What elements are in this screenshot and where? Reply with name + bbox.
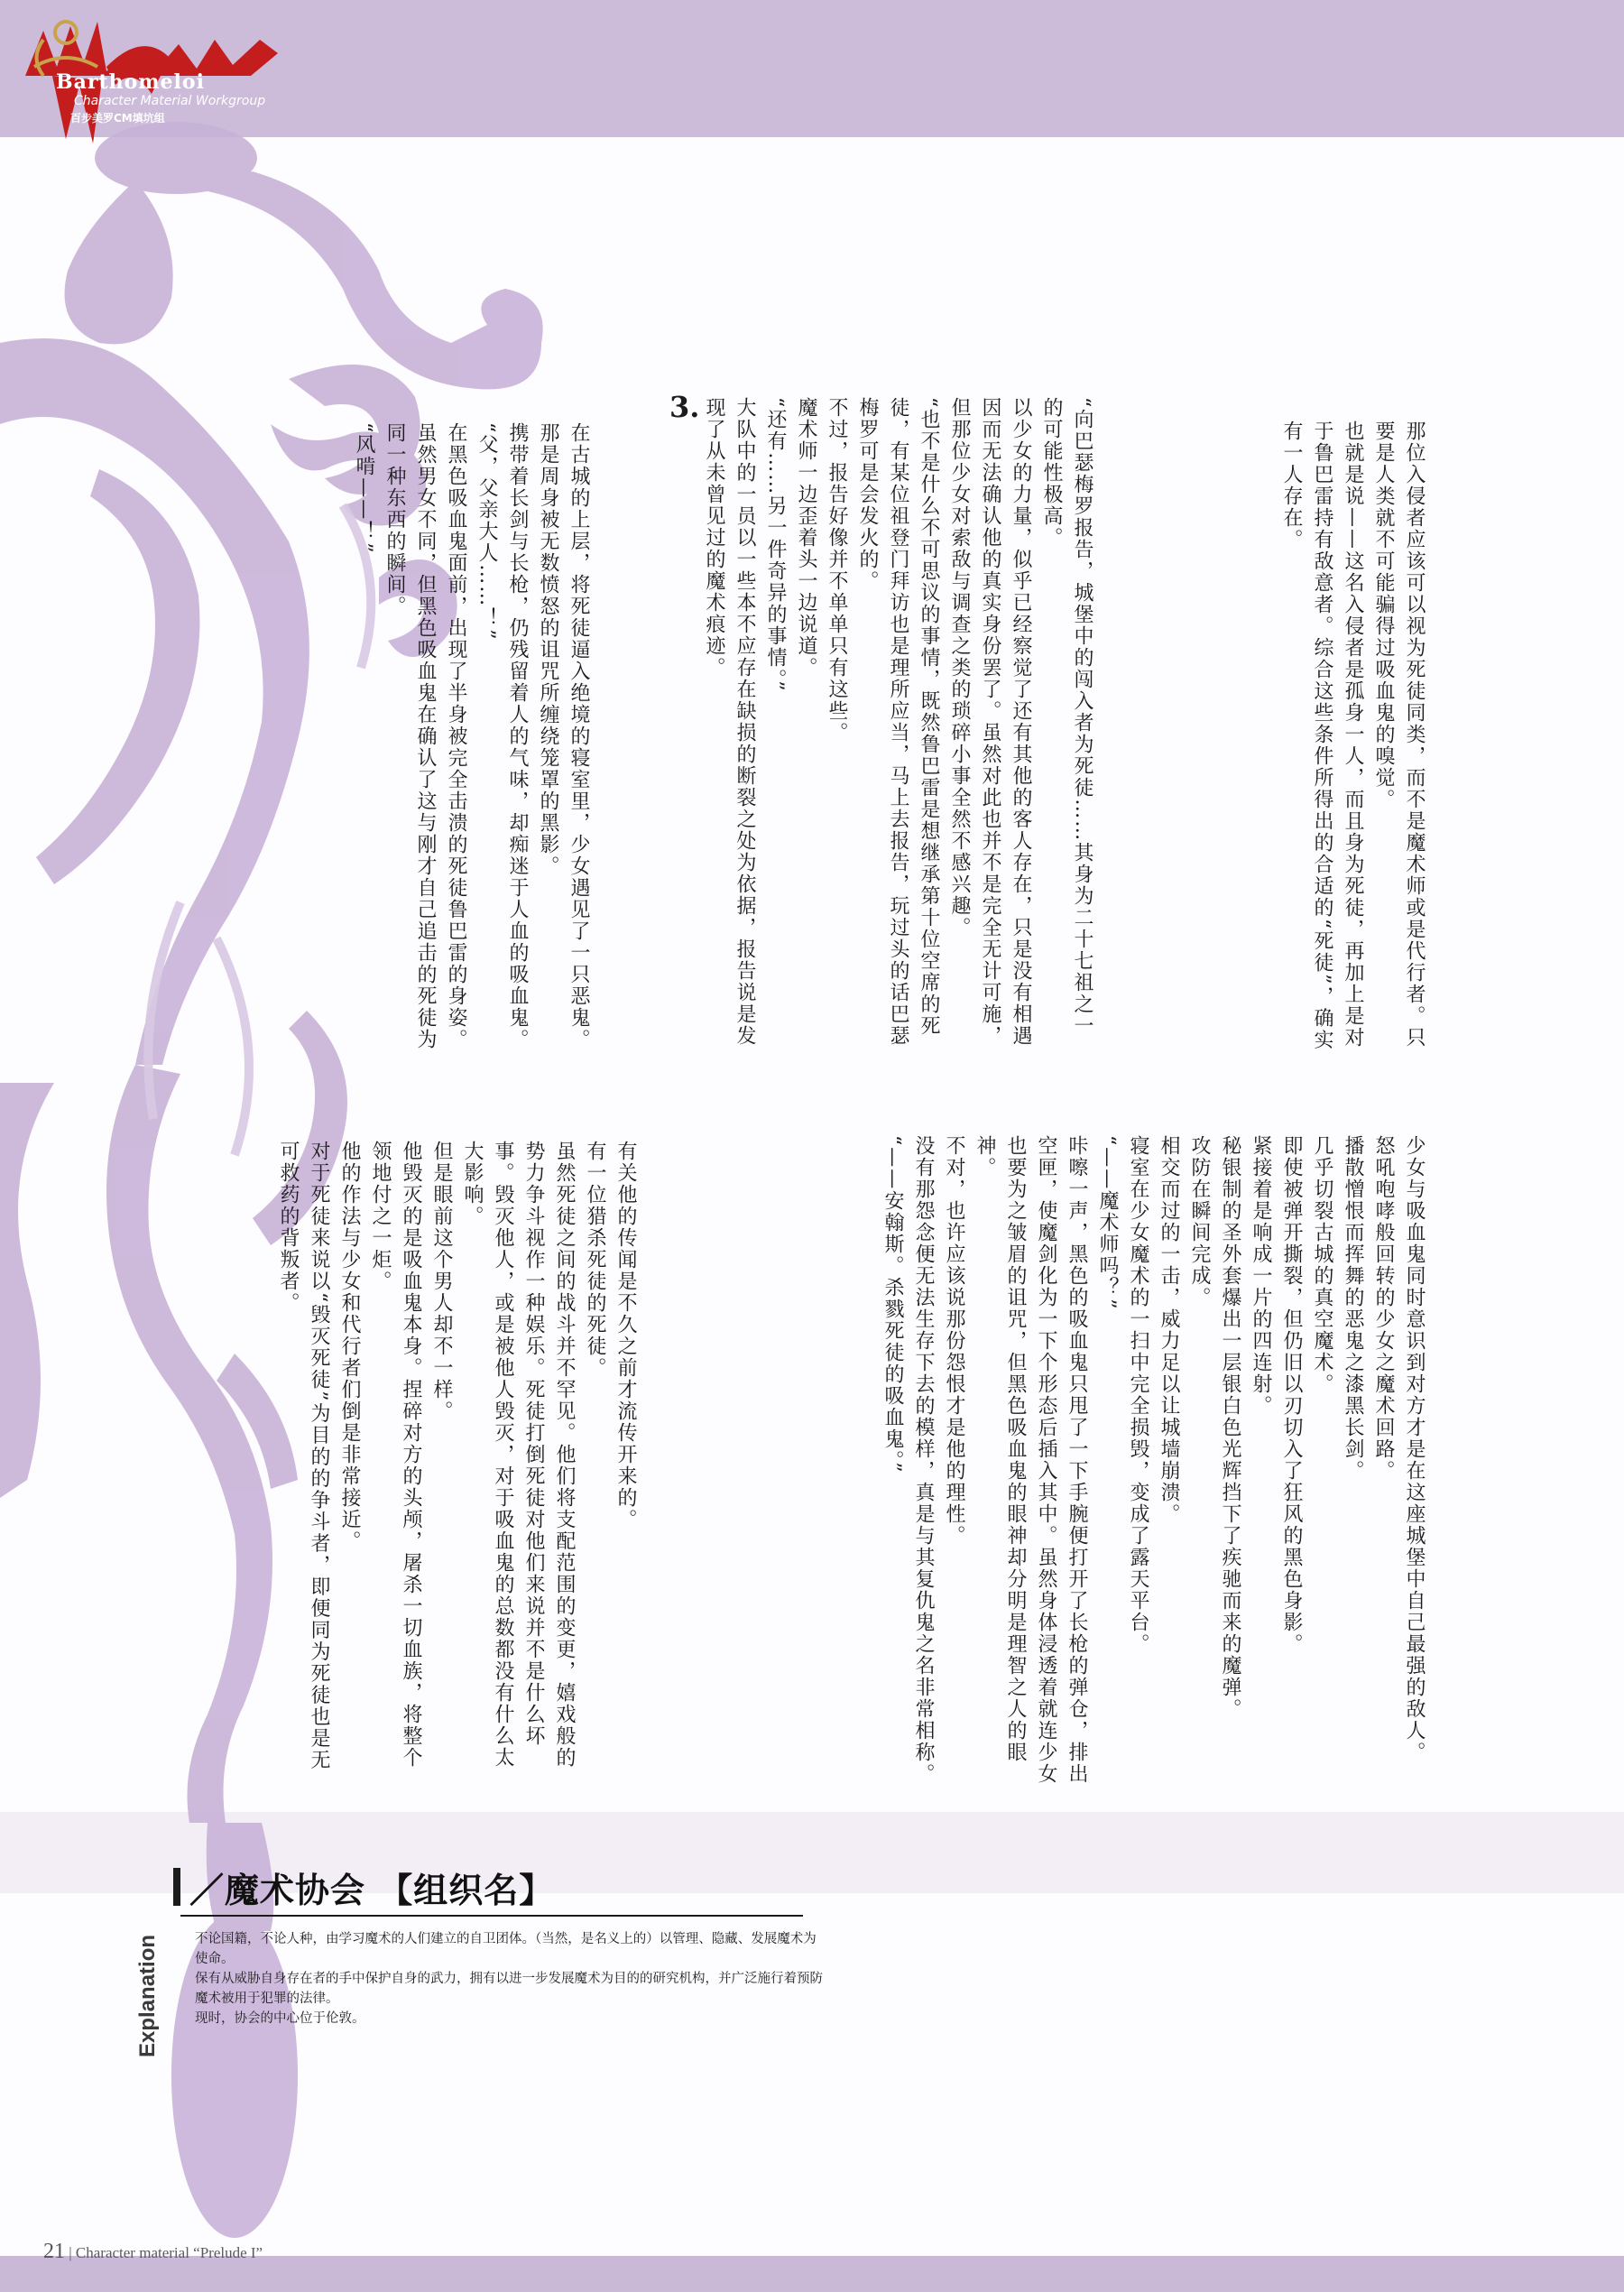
paragraph: 播散憎恨而挥舞的恶鬼之漆黑长剑。 [1342,1135,1364,1482]
explanation-title: ／魔术协会 【组织名】 [189,1870,555,1910]
explanation-body [195,1929,826,2029]
page-footer [43,2240,263,2264]
paragraph: 虽然男女不同，但黑色吸血鬼在确认了这与刚才自己追击的死徒为同一种东西的瞬间。 [383,422,437,1050]
page-number: 21 [43,2240,65,2263]
explanation-label-text: Explanation [135,1934,160,2057]
paragraph: 魔术师一边歪着头一边说道。 [795,397,817,679]
paragraph: 在黑色吸血鬼面前，出现了半身被完全击溃的死徒鲁巴雷的身姿。 [445,422,467,1050]
paragraph: 大队中的一员以一些本不应存在缺损的断裂之处为依据，报告说是发现了从未曾见过的魔术痕迹。 [703,397,756,1047]
logo-title: Barthomeloi [56,70,205,94]
paragraph: “还有……另一件奇异的事情。” [764,397,787,693]
explanation-paragraph: 现时，协会的中心位于伦敦。 [195,2011,365,2026]
paragraph: “——安翰斯。杀戮死徒的吸血鬼。” [881,1135,904,1474]
paragraph: “也不是什么不可思议的事情，既然鲁巴雷是想继承第十位空席的死徒，有某位祖登门拜访也是理所应当，马上去报告，玩过头的话巴瑟梅罗可是会发火的。 [856,397,940,1047]
paragraph: 紧接着是响成一片的四连射。 [1250,1135,1272,1417]
footer-caption: Character material “Prelude I” [75,2244,263,2261]
paragraph: 没有那怨念便无法生存下去的模样，真是与其复仇鬼之名非常相称。 [912,1135,935,1785]
paragraph: 那是周身被无数愤怒的诅咒所缠绕笼罩的黑影。 [537,422,559,877]
explanation-paragraph: 保有从威胁自身存在者的手中保护自身的武力，拥有以进一步发展魔术为目的的研究机构，并广泛施行着预防魔术被用于犯罪的法律。 [195,1972,823,2006]
footer-separator: | [69,2244,72,2261]
paragraph: “父，父亲大人……！” [475,422,498,642]
paragraph: 咔嚓一声，黑色的吸血鬼只甩了一下手腕便打开了长枪的弹仓，排出空匣，使魔剑化为一下个形态后插入其中。虽然身体浸透着就连少女也要为之皱眉的诅咒，但黑色吸血鬼的眼神却分明是理智之人的眼神。 [973,1135,1088,1785]
paragraph: 有一位猎杀死徒的死徒。 [584,1141,606,1379]
paragraph: 秘银制的圣外套爆出一层银白色光辉挡下了疾驰而来的魔弹。 [1219,1135,1241,1720]
paragraph: 他毁灭的是吸血鬼本身。捏碎对方的头颅，屠杀一切血族，将整个领地付之一炬。 [369,1141,422,1769]
story-block-bottom-left [272,1141,641,1788]
paragraph: 少女与吸血鬼同时意识到对方才是在这座城堡中自己最强的敌人。 [1403,1135,1426,1763]
explanation-label [135,1922,171,2057]
paragraph: 虽然死徒之间的战斗并不罕见。他们将支配范围的变更，嬉戏般的势力争斗视作一种娱乐。死徒打倒死徒对他们来说并不是什么坏事。毁灭他人，或是被他人毁灭，对于吸血鬼的总数都没有什么太大影响。 [461,1141,576,1769]
story-block-bottom-right [877,1135,1429,1792]
paragraph: 怒吼咆哮般回转的少女之魔术回路。 [1372,1135,1395,1482]
paragraph: 不过，报告好像并不单单只有这些。 [826,397,848,744]
explanation-paragraph: 不论国籍，不论人种，由学习魔术的人们建立的自卫团体。（当然，是名义上的）以管理、隐藏、发展魔术为使命。 [195,1932,817,1966]
logo-group-name: 百步美罗CM填坑组 [70,112,165,125]
paragraph: 携带着长剑与长枪，仍残留着人的气味，却痴迷于人血的吸血鬼。 [506,422,529,1050]
paragraph: 但是眼前这个男人却不一样。 [430,1141,453,1422]
story-block-top-right [1276,421,1429,1052]
paragraph: 也就是说——这名入侵者是孤身一人，而且身为死徒，再加上是对于鲁巴雷持有敌意者。综合这些条件所得出的合适的“死徒”，确实有一人存在。 [1280,421,1364,1051]
paragraph: “风啃——！” [353,422,375,555]
section-number: 3. [669,390,700,424]
story-block-top-middle [698,397,1097,1047]
paragraph: 以少女的力量，似乎已经察觉了还有其他的客人存在，只是没有相遇因而无法确认他的真实身份罢了。虽然对此也并不是完全无计可施，但那位少女对索敌与调查之类的琐碎小事全然不感兴趣。 [948,397,1032,1047]
paragraph: 几乎切裂古城的真空魔术。 [1311,1135,1333,1395]
story-block-top-left [348,422,594,1054]
paragraph: 他的作法与少女和代行者们倒是非常接近。 [338,1141,361,1552]
paragraph: “——魔术师吗？” [1096,1135,1119,1311]
logo-subtitle: Character Material Workgroup [74,94,266,108]
paragraph: 对于死徒来说以“毁灭死徒”为目的的争斗者，即便同为死徒也是无可救药的背叛者。 [277,1141,330,1771]
paragraph: 那位入侵者应该可以视为死徒同类，而不是魔术师或是代行者。只要是人类就不可能骗得过吸血鬼的嗅觉。 [1372,421,1426,1049]
paragraph: 相交而过的一击，威力足以让城墙崩溃。 [1158,1135,1180,1525]
paragraph: 攻防在瞬间完成。 [1188,1135,1211,1308]
paragraph: 有关他的传闻是不久之前才流传开来的。 [614,1141,637,1530]
paragraph: 即使被弹开撕裂，但仍旧以刃切入了狂风的黑色身影。 [1280,1135,1303,1655]
paragraph: 在古城的上层，将死徒逼入绝境的寝室里，少女遇见了一只恶鬼。 [567,422,590,1050]
paragraph: 不对，也许应该说那份怨恨才是他的理性。 [943,1135,965,1547]
explanation-divider [180,1915,803,1917]
paragraph: 寝室在少女魔术的一扫中完全损毁，变成了露天平台。 [1127,1135,1149,1655]
explanation-title-bar [173,1868,180,1906]
paragraph: “向巴瑟梅罗报告，城堡中的闯入者为死徒……其身为二十七祖之一的可能性极高。 [1040,397,1093,1038]
